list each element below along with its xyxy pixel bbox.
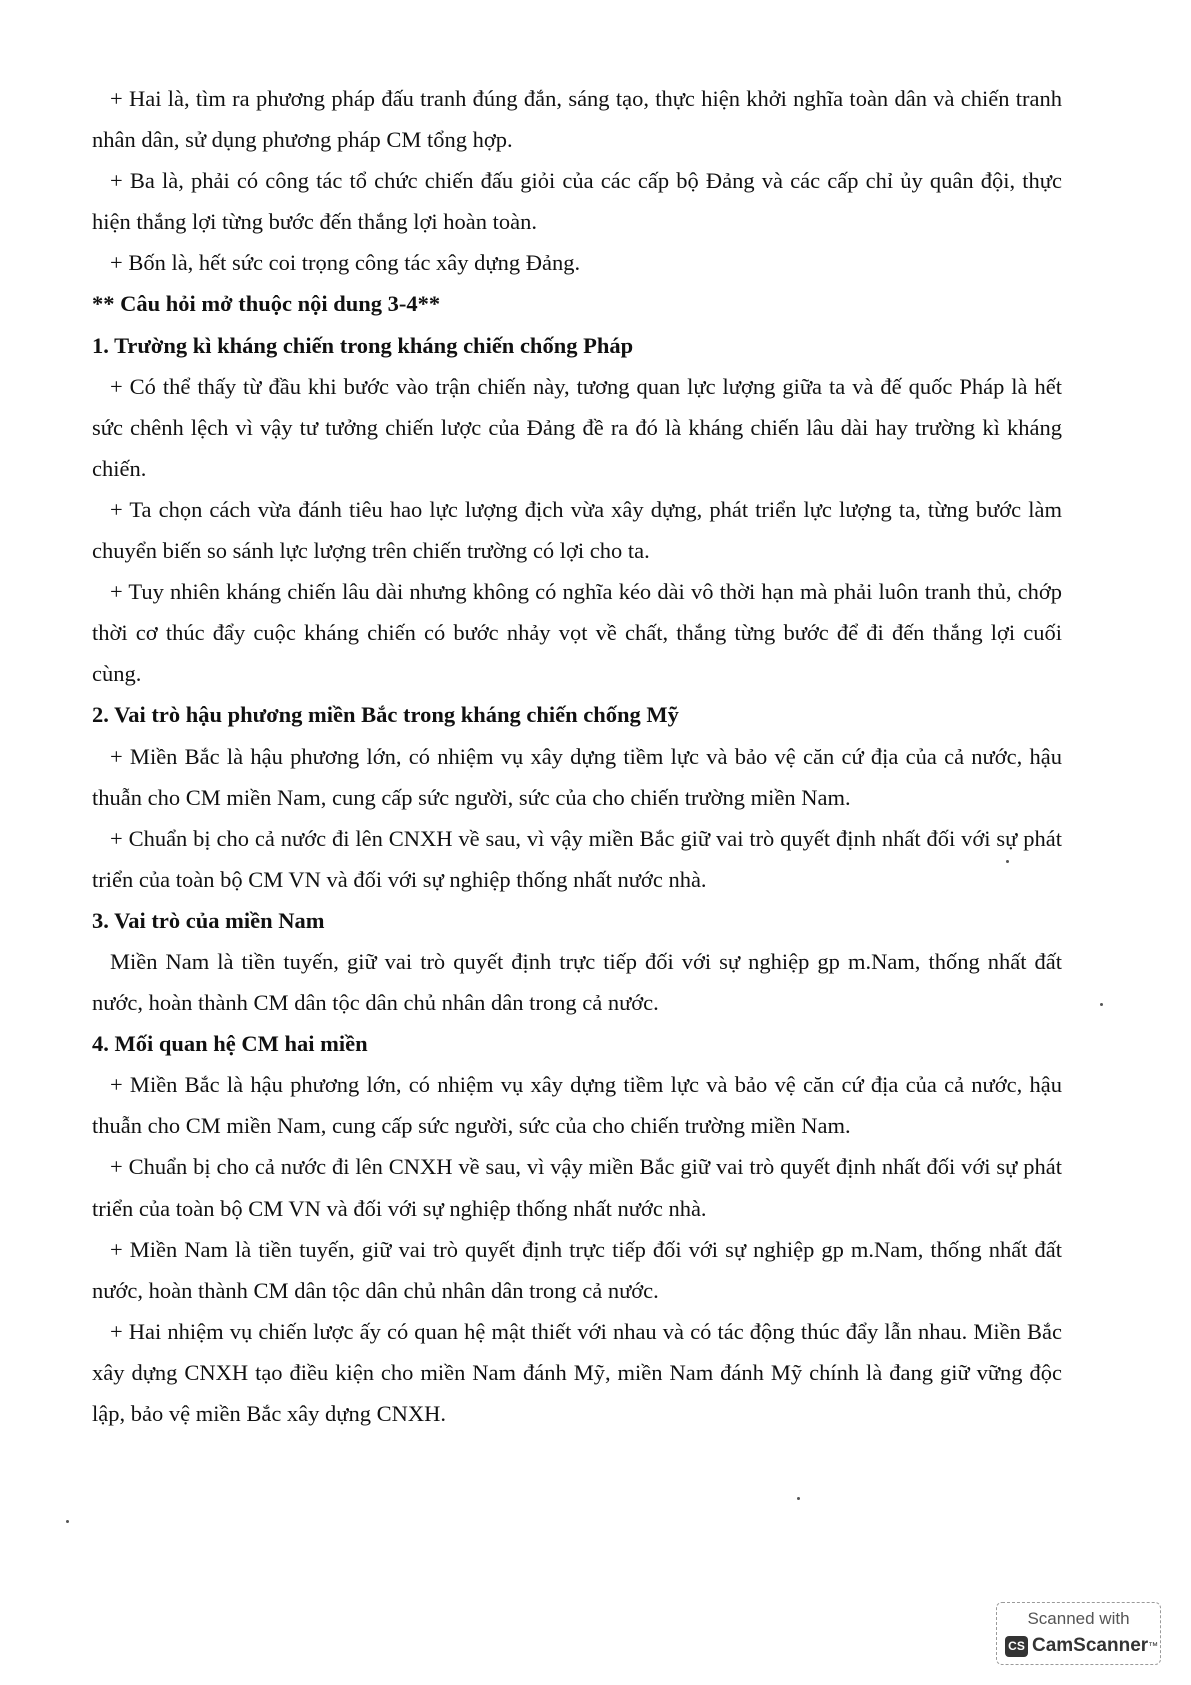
scan-speck (797, 1497, 800, 1500)
scan-speck (1100, 1003, 1103, 1006)
question-heading-4: 4. Mối quan hệ CM hai miền (92, 1031, 368, 1057)
paragraph-q1-b: + Ta chọn cách vừa đánh tiêu hao lực lượng địch vừa xây dựng, phát triển lực lượng ta, từng bước làm chuyển biến so sánh lực lượng trên chiến trường có lợi cho ta. (92, 496, 1062, 564)
scan-speck (1006, 860, 1009, 863)
question-heading-3: 3. Vai trò của miền Nam (92, 907, 325, 933)
document-page (92, 78, 1062, 1434)
section-heading-open-questions: ** Câu hỏi mở thuộc nội dung 3-4** (92, 291, 441, 317)
paragraph-point-two: + Hai là, tìm ra phương pháp đấu tranh đúng đắn, sáng tạo, thực hiện khởi nghĩa toàn dân và chiến tranh nhân dân, sử dụng phương pháp CM tổng hợp. (92, 86, 1062, 153)
paragraph-q4-d: + Hai nhiệm vụ chiến lược ấy có quan hệ mật thiết với nhau và có tác động thúc đẩy lẫn nhau. Miền Bắc xây dựng CNXH tạo điều kiện cho miền Nam đánh Mỹ, miền Nam đánh Mỹ chính là đang giữ vững độc lập, bảo vệ miền Bắc xây dựng CNXH. (92, 1318, 1062, 1426)
watermark-caption: Scanned with (1027, 1609, 1130, 1628)
paragraph-q3-a: Miền Nam là tiền tuyến, giữ vai trò quyết định trực tiếp đối với sự nghiệp gp m.Nam, thống nhất đất nước, hoàn thành CM dân tộc dân chủ nhân dân trong cả nước. (92, 948, 1062, 1016)
watermark-brand-row (1005, 1635, 1158, 1657)
camscanner-logo-icon: CS (1005, 1636, 1028, 1657)
paragraph-q1-a: + Có thể thấy từ đầu khi bước vào trận chiến này, tương quan lực lượng giữa ta và đế quốc Pháp là hết sức chênh lệch vì vậy tư tưởng chiến lược của Đảng đề ra đó là kháng chiến lâu dài hay trường kì kháng chiến. (92, 373, 1062, 481)
paragraph-q4-c: + Miền Nam là tiền tuyến, giữ vai trò quyết định trực tiếp đối với sự nghiệp gp m.Nam, thống nhất đất nước, hoàn thành CM dân tộc dân chủ nhân dân trong cả nước. (92, 1236, 1062, 1303)
paragraph-q2-b: + Chuẩn bị cho cả nước đi lên CNXH về sau, vì vậy miền Bắc giữ vai trò quyết định nhất đối với sự phát triển của toàn bộ CM VN và đối với sự nghiệp thống nhất nước nhà. (92, 825, 1062, 892)
camscanner-watermark (996, 1602, 1161, 1665)
paragraph-point-three: + Ba là, phải có công tác tổ chức chiến đấu giỏi của các cấp bộ Đảng và các cấp chỉ ủy quân đội, thực hiện thắng lợi từng bước đến thắng lợi hoàn toàn. (92, 168, 1062, 235)
trademark-mark: ™ (1148, 1640, 1159, 1652)
scan-speck (66, 1520, 69, 1523)
paragraph-q4-a: + Miền Bắc là hậu phương lớn, có nhiệm vụ xây dựng tiềm lực và bảo vệ căn cứ địa của cả nước, hậu thuẫn cho CM miền Nam, cung cấp sức người, sức của cho chiến trường miền Nam. (92, 1072, 1062, 1139)
paragraph-q4-b: + Chuẩn bị cho cả nước đi lên CNXH về sau, vì vậy miền Bắc giữ vai trò quyết định nhất đối với sự phát triển của toàn bộ CM VN và đối với sự nghiệp thống nhất nước nhà. (92, 1154, 1062, 1221)
watermark-brand-name: CamScanner (1032, 1635, 1149, 1656)
paragraph-q2-a: + Miền Bắc là hậu phương lớn, có nhiệm vụ xây dựng tiềm lực và bảo vệ căn cứ địa của cả nước, hậu thuẫn cho CM miền Nam, cung cấp sức người, sức của cho chiến trường miền Nam. (92, 743, 1062, 810)
paragraph-point-four: + Bốn là, hết sức coi trọng công tác xây dựng Đảng. (110, 250, 581, 276)
paragraph-q1-c: + Tuy nhiên kháng chiến lâu dài nhưng không có nghĩa kéo dài vô thời hạn mà phải luôn tranh thủ, chớp thời cơ thúc đẩy cuộc kháng chiến có bước nhảy vọt về chất, thắng từng bước để đi đến thắng lợi cuối cùng. (92, 579, 1062, 687)
question-heading-1: 1. Trường kì kháng chiến trong kháng chiến chống Pháp (92, 332, 634, 358)
question-heading-2: 2. Vai trò hậu phương miền Bắc trong kháng chiến chống Mỹ (92, 702, 679, 728)
